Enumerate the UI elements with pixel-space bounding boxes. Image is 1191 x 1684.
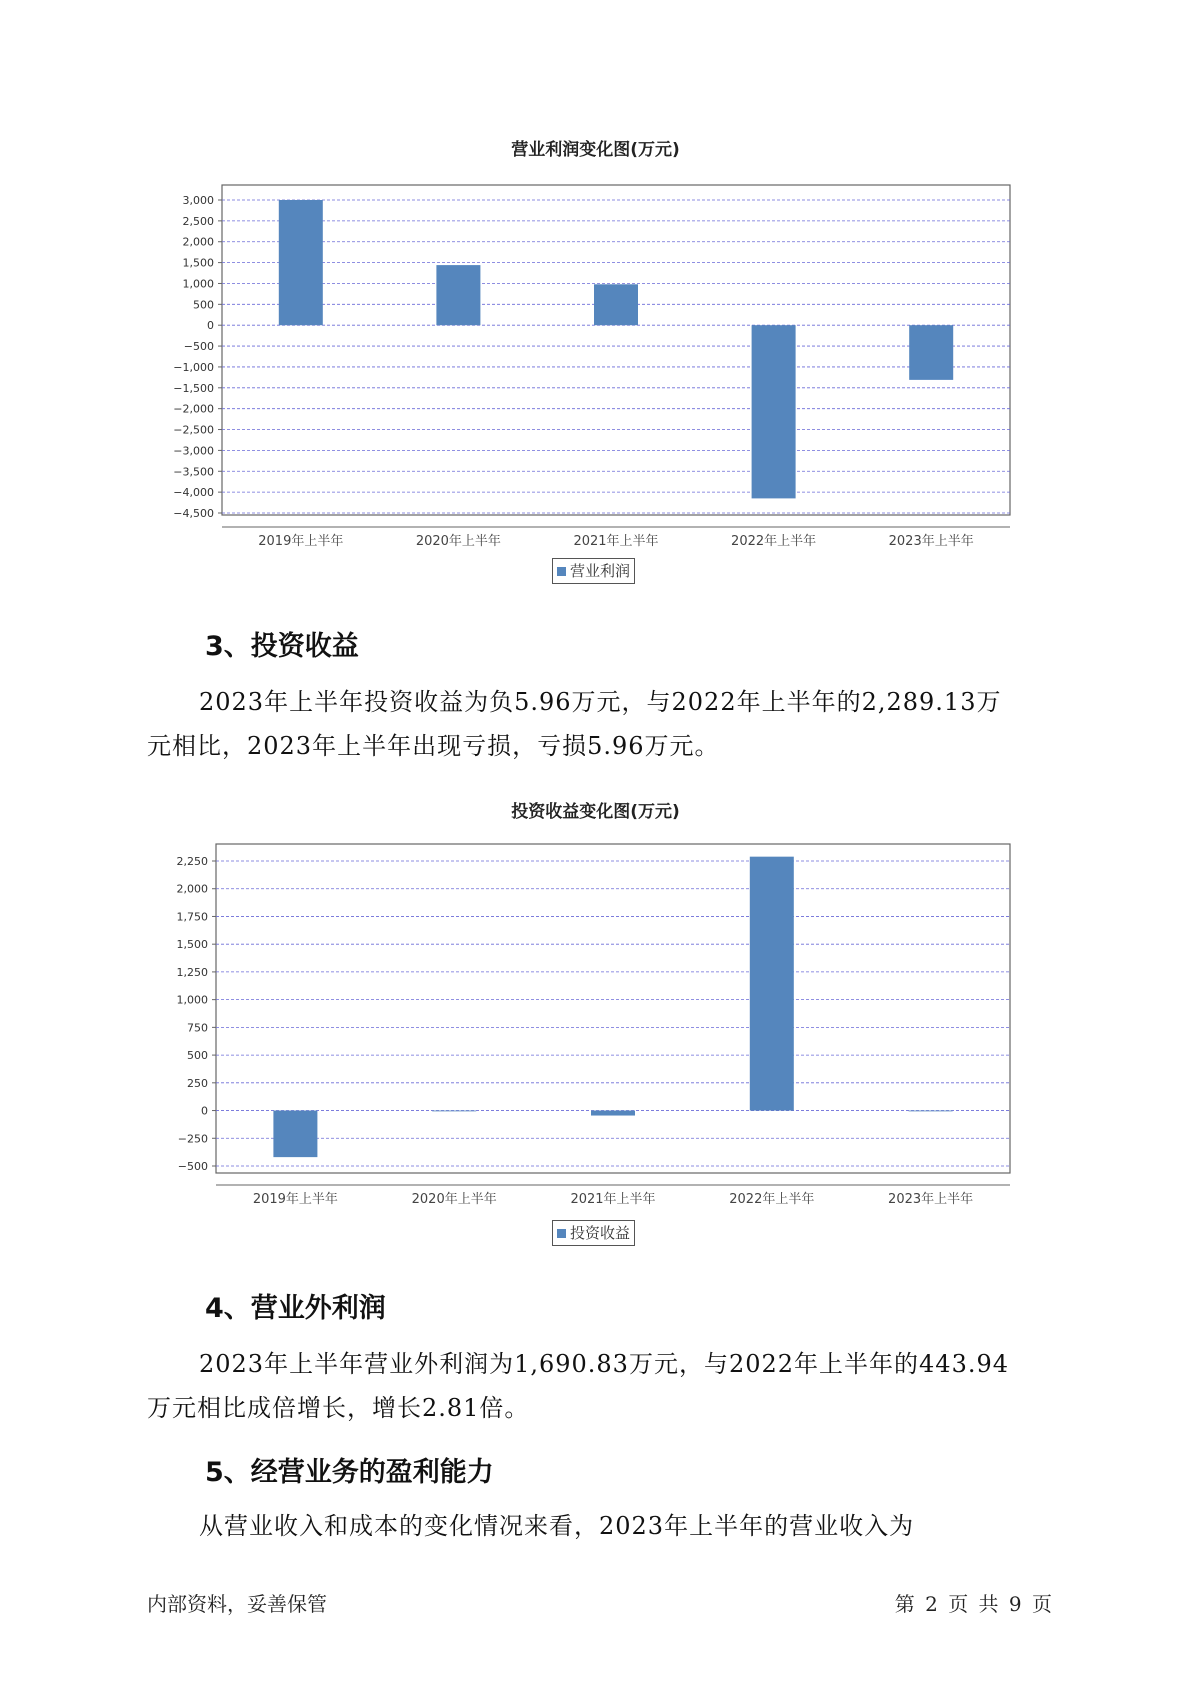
y-tick-label: 1,000 xyxy=(176,993,208,1007)
y-tick-label: 500 xyxy=(187,1049,208,1063)
bar-2022年上半年 xyxy=(750,857,794,1111)
y-tick-label: 2,000 xyxy=(176,882,208,896)
chart1-title: 营业利润变化图(万元) xyxy=(511,140,680,160)
y-tick-label: −4,000 xyxy=(173,486,214,500)
bar-2019年上半年 xyxy=(273,1111,317,1158)
x-tick-label: 2022年上半年 xyxy=(729,1192,815,1207)
x-tick-label: 2022年上半年 xyxy=(731,534,817,549)
bar-2022年上半年 xyxy=(752,325,796,498)
y-tick-label: 250 xyxy=(187,1076,208,1090)
bar-2021年上半年 xyxy=(591,1111,635,1116)
y-tick-label: −3,500 xyxy=(173,465,214,479)
y-tick-label: 750 xyxy=(187,1021,208,1035)
y-tick-label: 0 xyxy=(207,319,214,333)
y-tick-label: 0 xyxy=(201,1104,208,1118)
y-tick-label: −1,500 xyxy=(173,381,214,395)
paragraph-line: 从营业收入和成本的变化情况来看，2023年上半年的营业收入为 xyxy=(199,1512,915,1540)
legend-swatch xyxy=(557,567,566,576)
x-tick-label: 2023年上半年 xyxy=(888,534,974,549)
paragraph-line: 2023年上半年投资收益为负5.96万元，与2022年上半年的2,289.13万 xyxy=(199,688,1002,716)
bar-2021年上半年 xyxy=(594,284,638,325)
y-tick-label: −3,000 xyxy=(173,444,214,458)
y-tick-label: 500 xyxy=(193,298,214,312)
investment-income-chart xyxy=(0,830,1191,1207)
paragraph-line: 元相比，2023年上半年出现亏损，亏损5.96万元。 xyxy=(147,732,720,760)
x-tick-label: 2021年上半年 xyxy=(573,534,659,549)
bar-2020年上半年 xyxy=(432,1111,476,1112)
y-tick-label: −2,500 xyxy=(173,423,214,437)
bar-2019年上半年 xyxy=(279,200,323,325)
operating-profit-chart xyxy=(0,165,1191,549)
y-tick-label: 1,500 xyxy=(182,256,214,270)
x-tick-label: 2023年上半年 xyxy=(888,1192,974,1207)
paragraph-line: 2023年上半年营业外利润为1,690.83万元，与2022年上半年的443.94 xyxy=(199,1350,1010,1378)
y-tick-label: 2,000 xyxy=(182,235,214,249)
section-5-heading: 5、经营业务的盈利能力 xyxy=(205,1457,494,1488)
y-tick-label: 1,000 xyxy=(182,277,214,291)
x-tick-label: 2021年上半年 xyxy=(570,1192,656,1207)
plot-area xyxy=(222,185,1010,515)
y-tick-label: 1,500 xyxy=(176,938,208,952)
chart1-legend-label: 营业利润 xyxy=(570,562,631,580)
x-tick-label: 2019年上半年 xyxy=(252,1192,338,1207)
y-tick-label: 3,000 xyxy=(182,194,214,207)
y-tick-label: −500 xyxy=(177,1160,208,1173)
y-tick-label: 2,250 xyxy=(176,855,208,868)
plot-area xyxy=(216,844,1010,1173)
y-tick-label: 1,750 xyxy=(176,910,208,924)
section-4-heading: 4、营业外利润 xyxy=(205,1293,386,1324)
legend-swatch xyxy=(557,1229,566,1238)
bar-2023年上半年 xyxy=(909,325,953,380)
bar-2020年上半年 xyxy=(436,265,480,325)
footer-page-number: 第 2 页 共 9 页 xyxy=(894,1592,1052,1616)
section-4-paragraph xyxy=(147,1342,1052,1430)
x-tick-label: 2020年上半年 xyxy=(415,534,501,549)
section-5-paragraph xyxy=(147,1504,1052,1548)
paragraph-line: 万元相比成倍增长，增长2.81倍。 xyxy=(147,1394,530,1422)
y-tick-label: −1,000 xyxy=(173,360,214,374)
y-tick-label: 1,250 xyxy=(176,965,208,979)
chart1-legend xyxy=(552,558,635,584)
y-tick-label: 2,500 xyxy=(182,214,214,228)
y-tick-label: −250 xyxy=(177,1132,208,1146)
footer-confidential: 内部资料，妥善保管 xyxy=(147,1592,327,1616)
y-tick-label: −4,500 xyxy=(173,507,214,520)
x-tick-label: 2019年上半年 xyxy=(258,534,344,549)
x-tick-label: 2020年上半年 xyxy=(411,1192,497,1207)
bar-2023年上半年 xyxy=(909,1111,953,1112)
chart2-title: 投资收益变化图(万元) xyxy=(511,802,680,822)
y-tick-label: −500 xyxy=(183,340,214,354)
section-3-heading: 3、投资收益 xyxy=(205,631,359,662)
chart2-legend xyxy=(552,1220,635,1246)
chart2-legend-label: 投资收益 xyxy=(570,1224,631,1242)
section-3-paragraph xyxy=(147,680,1052,768)
y-tick-label: −2,000 xyxy=(173,402,214,416)
